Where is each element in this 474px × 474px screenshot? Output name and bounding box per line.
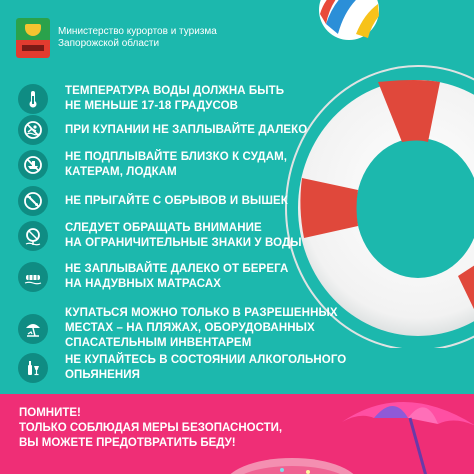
reminder-text: ПОМНИТЕ! ТОЛЬКО СОБЛЮДАЯ МЕРЫ БЕЗОПАСНОСТИ, ВЫ МОЖЕТЕ ПРЕДОТВРАТИТЬ БЕДУ! [19,407,283,449]
beach-umbrella-decoration-icon [334,386,474,474]
rule-no-alcohol [18,353,358,383]
organization-name [58,26,217,50]
rule-text: КУПАТЬСЯ МОЖНО ТОЛЬКО В РАЗРЕШЕННЫХ МЕСТАХ – НА ПЛЯЖАХ, ОБОРУДОВАННЫХ СПАСАТЕЛЬНЫМ ИНВЕНТАРЕМ [65,307,338,349]
rule-warning-signs [18,221,302,251]
rule-permitted-places [18,306,338,351]
coat-of-arms-icon [16,18,50,58]
header [16,18,217,58]
rule-text: ТЕМПЕРАТУРА ВОДЫ ДОЛЖНА БЫТЬ НЕ МЕНЬШЕ 17-18 ГРАДУСОВ [65,85,285,112]
rule-text: СЛЕДУЕТ ОБРАЩАТЬ ВНИМАНИЕ НА ОГРАНИЧИТЕЛЬНЫЕ ЗНАКИ У ВОДЫ [65,222,302,249]
thermometer-icon [18,84,48,114]
beach-ball-icon [316,0,382,42]
organization-name-line1: Министерство курортов и туризма [58,26,217,37]
rule-text: НЕ ЗАПЛЫВАЙТЕ ДАЛЕКО ОТ БЕРЕГА НА НАДУВНЫХ МАТРАСАХ [65,263,289,290]
rule-no-diving [18,186,288,216]
warning-sign-icon [18,221,48,251]
rule-no-boats [18,150,287,180]
rule-text: НЕ ПРЫГАЙТЕ С ОБРЫВОВ И ВЫШЕК [65,194,288,207]
no-alcohol-icon [18,353,48,383]
beach-umbrella-icon [18,314,48,344]
rule-no-air-mattress [18,262,288,292]
organization-name-line2: Запорожской области [58,38,160,49]
rule-no-far-swimming [18,115,307,145]
rule-water-temperature [18,84,284,114]
no-far-swimming-icon [18,115,48,145]
lifebuoy-icon [268,58,474,348]
no-air-mattress-icon [18,262,48,292]
no-diving-icon [18,186,48,216]
rule-text: НЕ КУПАЙТЕСЬ В СОСТОЯНИИ АЛКОГОЛЬНОГО ОПЬЯНЕНИЯ [65,354,347,381]
no-boats-icon [18,150,48,180]
rule-text: НЕ ПОДПЛЫВАЙТЕ БЛИЗКО К СУДАМ, КАТЕРАМ, ЛОДКАМ [65,151,288,178]
rule-text: ПРИ КУПАНИИ НЕ ЗАПЛЫВАЙТЕ ДАЛЕКО [65,123,308,136]
